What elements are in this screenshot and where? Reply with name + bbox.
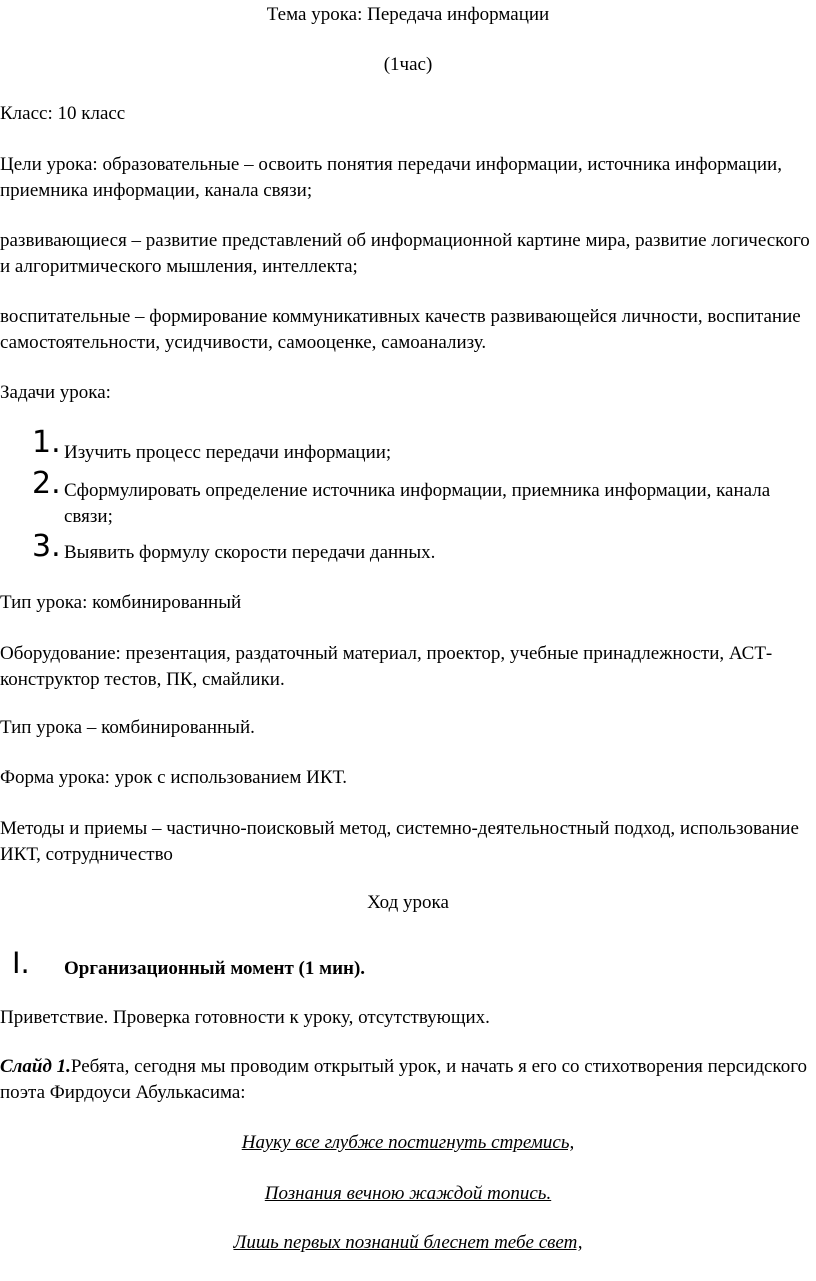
list-number: 2. [32,466,61,501]
poem-line-text: Познания вечною жаждой топись. [264,1183,552,1204]
slide1-paragraph [0,1054,810,1106]
lesson-form: Форма урока: урок с использованием ИКТ. [0,767,347,788]
list-number: 1. [32,425,61,460]
poem-line [0,1130,816,1156]
poem-line [0,1230,816,1256]
equipment: Оборудование: презентация, раздаточный материал, проектор, учебные принадлежности, АСТ-конструктор тестов, ПК, смайлики. [0,643,773,690]
lesson-type-repeat: Тип урока – комбинированный. [0,717,255,738]
list-item-text: Сформулировать определение источника информации, приемника информации, канала связи; [64,480,771,527]
poem-line [0,1181,816,1207]
goals-development: развивающиеся – развитие представлений об информационной картине мира, развитие логического и алгоритмического мышления, интеллекта; [0,230,810,277]
list-number: 3. [32,529,61,564]
poem-line-text: Лишь первых познаний блеснет тебе свет, [233,1232,583,1253]
goals-upbringing: воспитательные – формирование коммуникативных качеств развивающейся личности, воспитание самостоятельности, усидчивости, самооценке, самоанализу. [0,306,801,353]
greeting: Приветствие. Проверка готовности к уроку, отсутствующих. [0,1007,490,1028]
tasks-heading: Задачи урока: [0,382,111,403]
lesson-duration: (1час) [383,54,433,75]
grade-line: Класс: 10 класс [0,103,126,124]
course-heading: Ход урока [367,892,449,913]
slide-label: Слайд 1. [0,1056,71,1077]
methods: Методы и приемы – частично-поисковый метод, системно-деятельностный подход, использование ИКТ, сотрудничество [0,818,799,865]
stage-title: Организационный момент (1 мин). [64,958,366,979]
lesson-title: Тема урока: Передача информации [266,4,550,25]
stage-number: I. [12,946,30,980]
goals-education: Цели урока: образовательные – освоить понятия передачи информации, источника информации, приемника информации, канала связи; [0,154,782,201]
slide-text: Ребята, сегодня мы проводим открытый урок, и начать я его со стихотворения персидского поэта Фирдоуси Абулькасима: [0,1056,808,1103]
lesson-type: Тип урока: комбинированный [0,592,242,613]
list-item-text: Выявить формулу скорости передачи данных. [64,542,436,563]
poem-line-text: Науку все глубже постигнуть стремись, [241,1132,575,1153]
list-item-text: Изучить процесс передачи информации; [64,442,392,463]
